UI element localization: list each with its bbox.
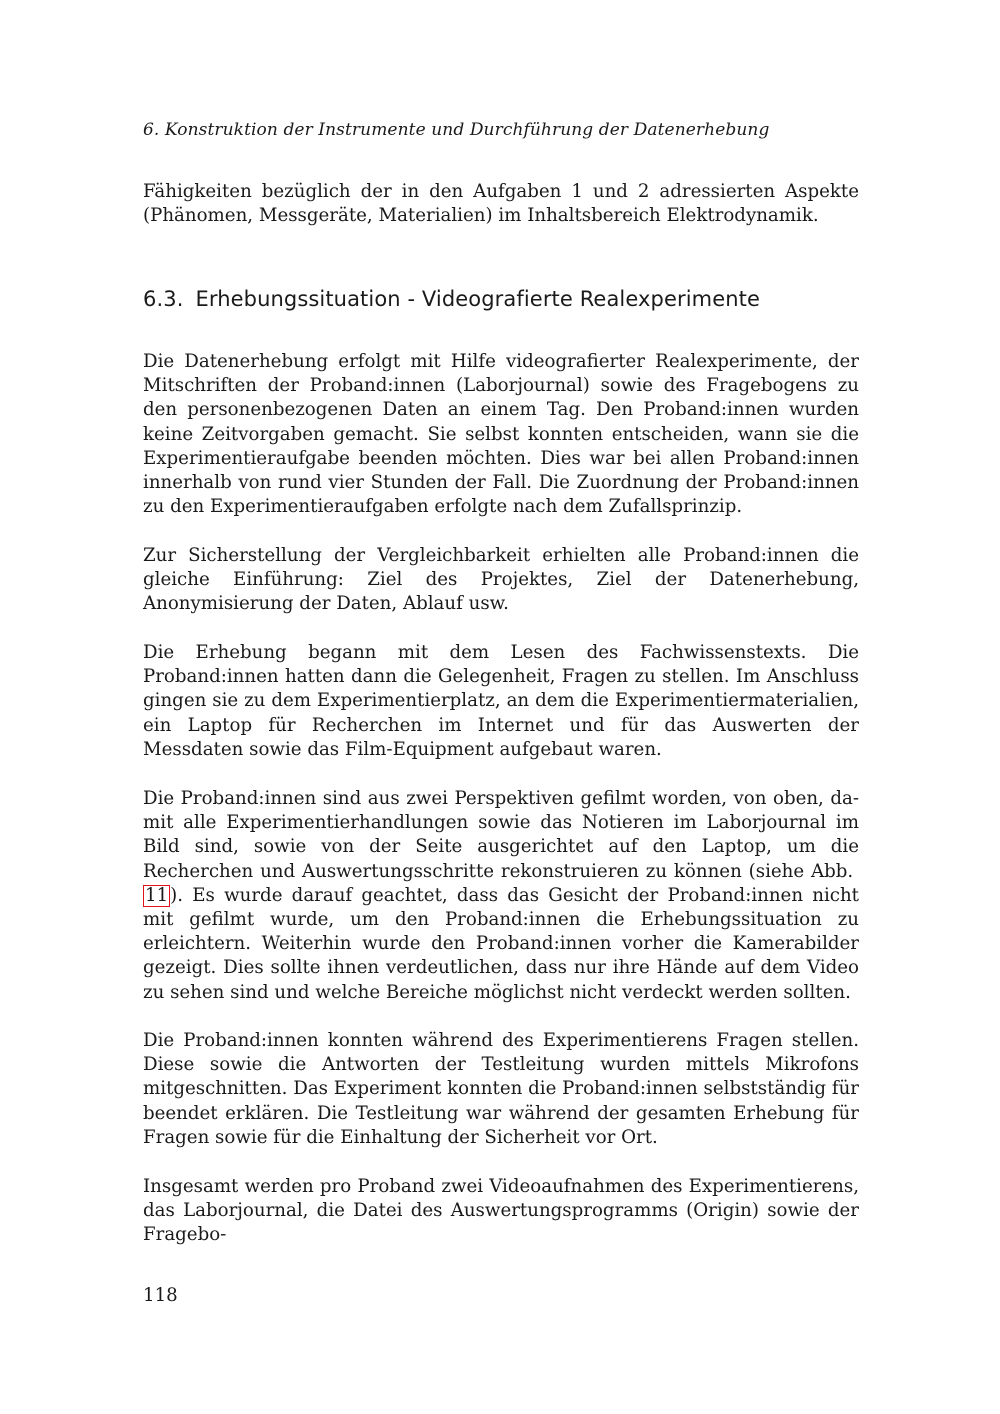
body-paragraph-5: Die Proband:innen konnten während des Experimentierens Fragen stellen. Diese sowie die Antworten der Testleitung wurden mittels Mikrofons mitgeschnitten. Das Experiment konnten die Proband:innen selbstständig für beendet erklären. Die Testleitung war während der gesamten Erhebung für Fragen sowie für die Einhaltung der Sicherheit vor Ort.	[143, 1030, 859, 1148]
intro-paragraph: Fähigkeiten bezüglich der in den Aufgaben 1 und 2 adressierten Aspekte (Phänomen, Messgeräte, Materialien) im Inhaltsbereich Elektrodynamik.	[143, 181, 859, 227]
section-title: Erhebungssituation - Videografierte Realexperimente	[195, 287, 760, 311]
body-paragraph-4-text-before: Die Proband:innen sind aus zwei Perspektiven gefilmt worden, von oben, damit alle Experimentierhandlungen sowie das Notieren im Laborjournal im Bild sind, sowie von der Seite ausgerichtet auf den Laptop, um die Recherchen und Auswertungsschritte rekonstruieren zu können (siehe Abb.	[143, 788, 859, 882]
document-page	[143, 0, 859, 1414]
body-paragraph-2: Zur Sicherstellung der Vergleichbarkeit erhielten alle Proband:innen die gleiche Einführung: Ziel des Projektes, Ziel der Datenerhebung, Anonymisierung der Daten, Ablauf usw.	[143, 545, 859, 615]
figure-reference-link[interactable]: 11	[145, 884, 169, 906]
section-number: 6.3.	[143, 287, 184, 311]
running-header: 6. Konstruktion der Instrumente und Durchführung der Datenerhebung	[143, 120, 770, 140]
body-paragraph-6: Insgesamt werden pro Proband zwei Videoaufnahmen des Experimentierens, das Laborjournal, die Datei des Auswertungsprogramms (Origin) sowie der Fragebo-	[143, 1176, 859, 1246]
body-paragraph-3: Die Erhebung begann mit dem Lesen des Fachwissenstexts. Die Proband:innen hatten dann die Gelegenheit, Fragen zu stellen. Im Anschluss gingen sie zu dem Experimentierplatz, an dem die Experimentiermaterialien, ein Laptop für Recherchen im Internet und für das Auswerten der Messdaten sowie das Film-Equipment aufgebaut waren.	[143, 642, 859, 760]
page-number: 118	[143, 1285, 178, 1306]
body-paragraph-1: Die Datenerhebung erfolgt mit Hilfe videografierter Realexperimente, der Mitschriften der Proband:innen (Laborjournal) sowie des Fragebogens zu den personenbezogenen Daten an einem Tag. Den Proband:innen wurden keine Zeitvorgaben gemacht. Sie selbst konnten entscheiden, wann sie die Experimentieraufgabe beenden möchten. Dies war bei allen Proband:innen innerhalb von rund vier Stunden der Fall. Die Zuordnung der Proband:innen zu den Experimentieraufgaben erfolgte nach dem Zufallsprinzip.	[143, 351, 859, 518]
body-paragraph-4	[143, 787, 859, 1005]
section-heading	[143, 283, 760, 315]
body-paragraph-4-text-after: ). Es wurde darauf geachtet, dass das Gesicht der Proband:innen nicht mit gefilmt wurde, um den Proband:innen die Erhebungssituation zu erleichtern. Weiterhin wurde den Proband:innen vorher die Kamerabilder gezeigt. Dies sollte ihnen verdeutlichen, dass nur ihre Hände auf dem Video zu sehen sind und welche Bereiche möglichst nicht verdeckt werden sollten.	[143, 884, 859, 1003]
